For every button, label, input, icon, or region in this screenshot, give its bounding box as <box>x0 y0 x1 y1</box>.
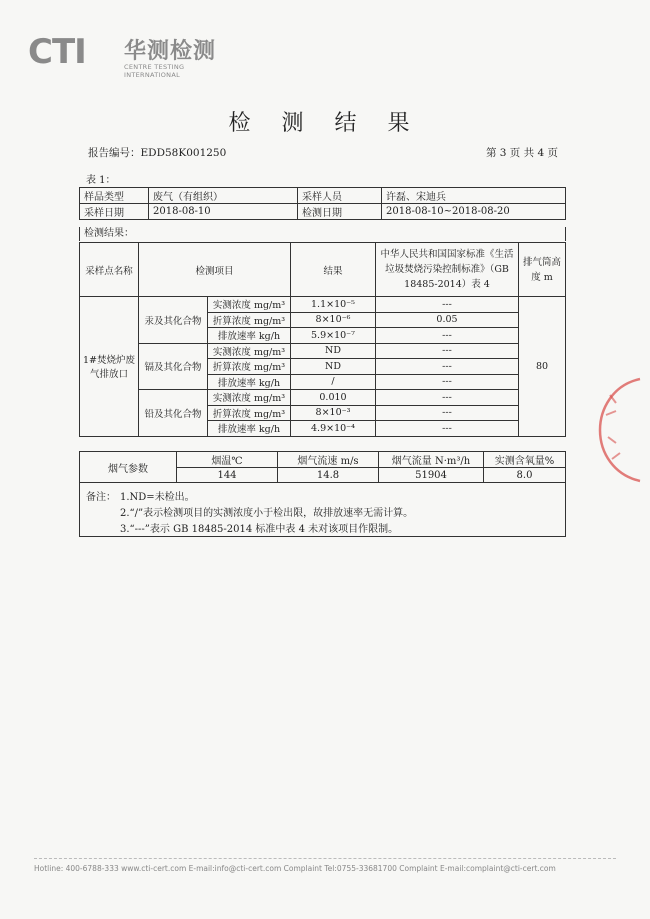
flue-header: 烟气流速 m/s <box>278 452 379 468</box>
notes-label: 备注： <box>86 492 116 503</box>
standard-cell: --- <box>376 374 519 390</box>
result-cell: 4.9×10⁻⁴ <box>291 421 376 437</box>
result-cell: 5.9×10⁻⁷ <box>291 328 376 344</box>
flue-value: 14.8 <box>278 468 379 483</box>
standard-cell: --- <box>376 297 519 313</box>
header-item: 检测项目 <box>139 243 291 297</box>
report-number: 报告编号：EDD58K001250 <box>88 147 227 159</box>
result-cell: 8×10⁻⁶ <box>291 312 376 328</box>
flue-header: 烟温℃ <box>177 452 278 468</box>
result-cell: 8×10⁻³ <box>291 405 376 421</box>
results-table <box>79 242 566 437</box>
stack-height: 80 <box>519 297 566 437</box>
flue-header: 实测含氧量% <box>484 452 566 468</box>
note-line: 3.“---”表示 GB 18485-2014 标准中表 4 未对该项目作限制。 <box>120 524 399 535</box>
results-label: 检测结果： <box>79 227 566 241</box>
group-name: 汞及其化合物 <box>139 297 208 344</box>
item-cell: 实测浓度 mg/m³ <box>208 343 291 359</box>
test-date-value: 2018-08-10~2018-08-20 <box>382 204 566 220</box>
header-height: 排气筒高度 m <box>519 243 566 297</box>
sampler-label: 采样人员 <box>298 188 382 204</box>
header-standard: 中华人民共和国国家标准《生活垃圾焚烧污染控制标准》（GB 18485-2014）表 4 <box>376 243 519 297</box>
page-indicator: 第 3 页 共 4 页 <box>485 147 558 159</box>
note-line: 2.“/”表示检测项目的实测浓度小于检出限，故排放速率无需计算。 <box>120 508 414 519</box>
item-cell: 折算浓度 mg/m³ <box>208 312 291 328</box>
sample-type-label: 样品类型 <box>80 188 149 204</box>
item-cell: 折算浓度 mg/m³ <box>208 405 291 421</box>
sample-type-value: 废气（有组织） <box>149 188 298 204</box>
result-cell: ND <box>291 359 376 375</box>
standard-cell: --- <box>376 343 519 359</box>
item-cell: 排放速率 kg/h <box>208 421 291 437</box>
group-name: 铅及其化合物 <box>139 390 208 437</box>
logo-chinese-name: 华测检测 <box>124 39 217 64</box>
flue-params-table <box>79 451 566 483</box>
flue-label: 烟气参数 <box>80 452 177 483</box>
logo-english-name: CENTRE TESTING INTERNATIONAL <box>124 63 185 79</box>
sample-info-table <box>79 187 566 220</box>
company-logo <box>28 30 228 79</box>
footer-divider <box>34 858 616 859</box>
result-cell: 0.010 <box>291 390 376 406</box>
sampler-value: 许磊、宋迪兵 <box>382 188 566 204</box>
group-name: 镉及其化合物 <box>139 343 208 390</box>
table-label: 表 1： <box>86 175 116 186</box>
flue-value: 51904 <box>379 468 484 483</box>
test-date-label: 检测日期 <box>298 204 382 220</box>
notes-section <box>79 483 566 537</box>
standard-cell: --- <box>376 405 519 421</box>
page-title: 检 测 结 果 <box>228 111 422 136</box>
item-cell: 实测浓度 mg/m³ <box>208 390 291 406</box>
point-name: 1#焚烧炉废气排放口 <box>80 297 139 437</box>
logo-mark: CTI <box>28 32 86 72</box>
result-cell: / <box>291 374 376 390</box>
standard-cell: 0.05 <box>376 312 519 328</box>
standard-cell: --- <box>376 390 519 406</box>
header-point: 采样点名称 <box>80 243 139 297</box>
item-cell: 排放速率 kg/h <box>208 374 291 390</box>
header-result: 结果 <box>291 243 376 297</box>
sample-date-label: 采样日期 <box>80 204 149 220</box>
result-cell: ND <box>291 343 376 359</box>
result-cell: 1.1×10⁻⁵ <box>291 297 376 313</box>
flue-value: 8.0 <box>484 468 566 483</box>
note-line: 1.ND=未检出。 <box>120 492 195 503</box>
company-seal <box>592 375 642 485</box>
standard-cell: --- <box>376 328 519 344</box>
item-cell: 实测浓度 mg/m³ <box>208 297 291 313</box>
standard-cell: --- <box>376 359 519 375</box>
standard-cell: --- <box>376 421 519 437</box>
item-cell: 排放速率 kg/h <box>208 328 291 344</box>
flue-value: 144 <box>177 468 278 483</box>
sample-date-value: 2018-08-10 <box>149 204 298 220</box>
item-cell: 折算浓度 mg/m³ <box>208 359 291 375</box>
flue-header: 烟气流量 N·m³/h <box>379 452 484 468</box>
footer-contact: Hotline: 400-6788-333 www.cti-cert.com E-mail:info@cti-cert.com Complaint Tel:0755-33681700 Complaint E-mail:complaint@cti-cert.com <box>34 864 556 873</box>
